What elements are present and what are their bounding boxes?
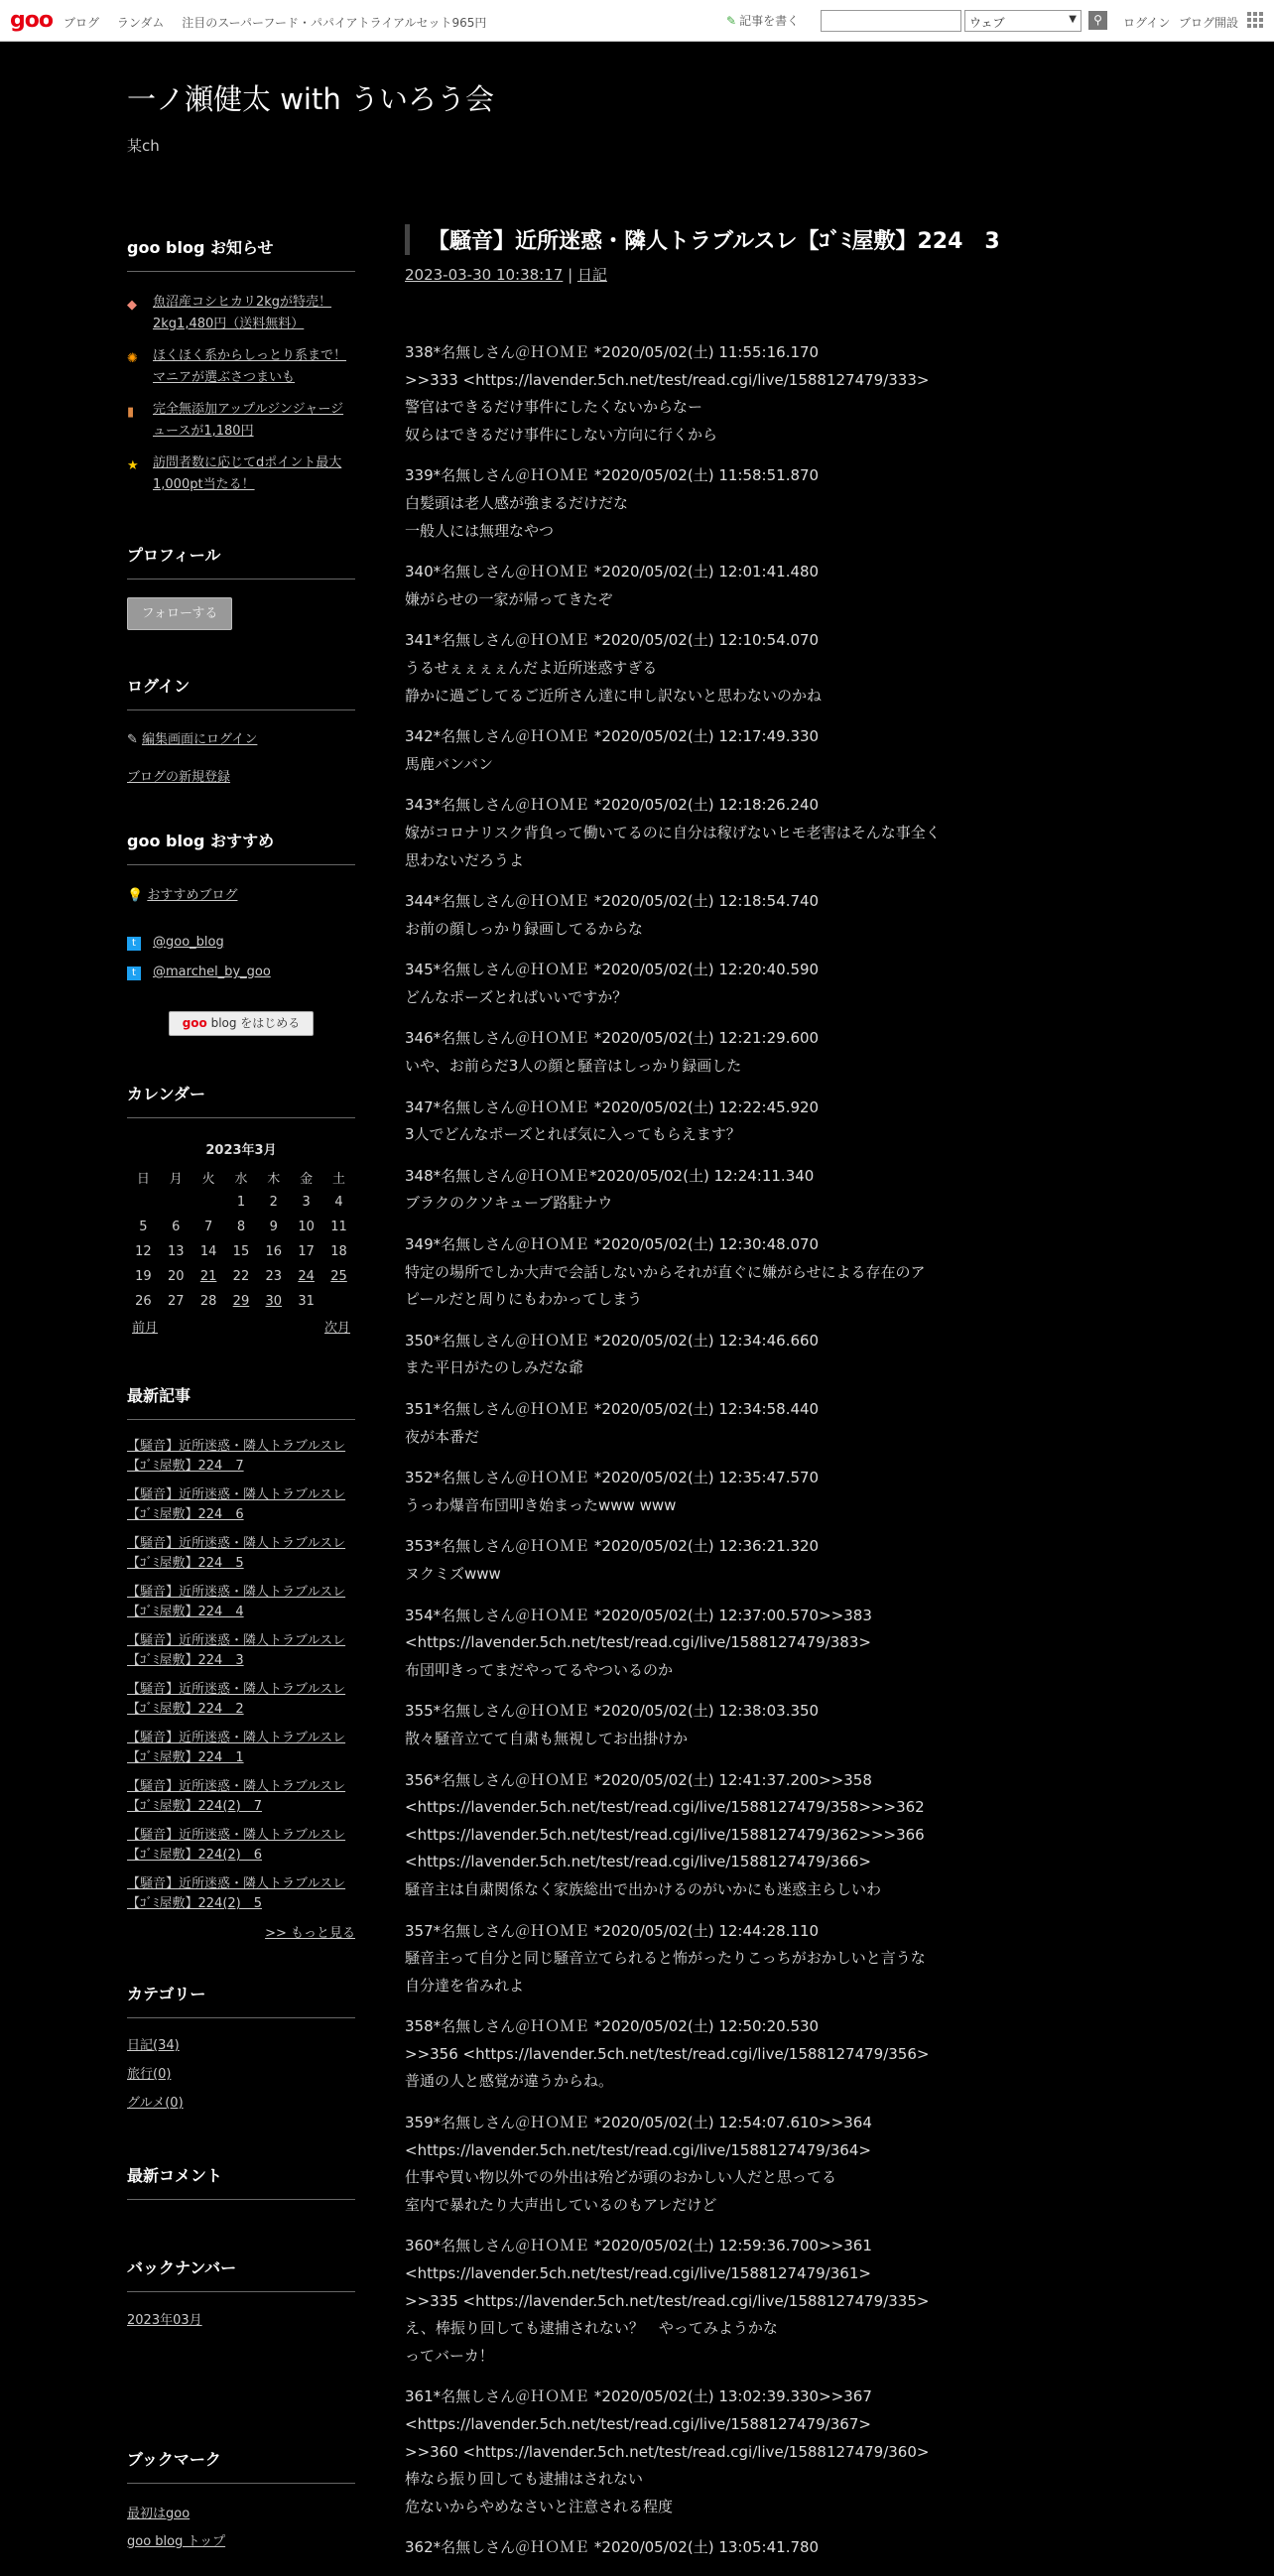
weekday-label: 月 xyxy=(169,1172,183,1187)
recent-post-link[interactable]: 【騒音】近所迷惑・隣人トラブルスレ【ｺﾞﾐ屋敷】224(2) 7 xyxy=(127,1779,346,1814)
post-title[interactable]: 【騒音】近所迷惑・隣人トラブルスレ【ｺﾞﾐ屋敷】224 3 xyxy=(405,224,1199,255)
weekday-label: 水 xyxy=(234,1172,248,1187)
calendar-day: 26 xyxy=(135,1294,152,1309)
recommend-item xyxy=(127,885,237,907)
notice-link[interactable]: 訪問者数に応じてdポイント最大1,000pt当たる！ xyxy=(153,455,342,492)
post-comment: 342*名無しさん＠ＨＯＭＥ *2020/05/02(土) 12:17:49.330 馬鹿バンバン xyxy=(405,727,820,773)
post-comment: 349*名無しさん＠ＨＯＭＥ *2020/05/02(土) 12:30:48.070 特定の場所でしか大声で会話しないからそれが直ぐに嫌がらせによる存在のア ピールだと周りにもわかってしまう xyxy=(405,1235,926,1309)
write-post-label: 記事を書く xyxy=(739,14,800,28)
apps-grid-icon[interactable] xyxy=(1247,12,1263,28)
recent-post-link[interactable]: 【騒音】近所迷惑・隣人トラブルスレ【ｺﾞﾐ屋敷】224 4 xyxy=(127,1585,346,1619)
notice-link[interactable]: 完全無添加アップルジンジャージュースが1,180円 xyxy=(153,402,344,439)
post-comment: 345*名無しさん＠ＨＯＭＥ *2020/05/02(土) 12:20:40.590 どんなポーズとればいいですか？ xyxy=(405,961,820,1006)
calendar-title: 2023年3月 xyxy=(205,1143,277,1158)
calendar-day: 15 xyxy=(232,1244,250,1259)
post-comment: 340*名無しさん＠ＨＯＭＥ *2020/05/02(土) 12:01:41.480 嫌がらせの一家が帰ってきたぞ xyxy=(405,563,820,608)
calendar-day: 20 xyxy=(167,1269,185,1284)
top-nav xyxy=(64,14,500,31)
calendar-day-link[interactable]: 24 xyxy=(298,1269,315,1284)
weekday-label: 土 xyxy=(332,1172,346,1187)
recent-post-link[interactable]: 【騒音】近所迷惑・隣人トラブルスレ【ｺﾞﾐ屋敷】224 1 xyxy=(127,1731,346,1765)
write-post-link[interactable] xyxy=(726,12,799,29)
calendar-day: 31 xyxy=(298,1294,315,1309)
recommend-blog-link[interactable]: おすすめブログ xyxy=(147,888,238,903)
post-category-link[interactable]: 日記 xyxy=(576,266,607,284)
calendar-day-link[interactable]: 29 xyxy=(232,1294,250,1309)
post-comment: 359*名無しさん＠ＨＯＭＥ *2020/05/02(土) 12:54:07.610>>364 <https://lavender.5ch.net/test/read.cgi/live/1588127479/364> 仕事や買い物以外での外出は殆どが頭のおかしい人だと思ってる 室内で暴れたり大声出しているのもアレだけど xyxy=(405,2114,872,2214)
open-blog-link[interactable]: ブログ開設 xyxy=(1179,16,1239,30)
profile-heading: プロフィール xyxy=(127,543,355,580)
calendar-day xyxy=(127,1190,160,1215)
calendar-day: 18 xyxy=(330,1244,347,1259)
calendar-day: 5 xyxy=(139,1220,148,1234)
calendar-day: 28 xyxy=(199,1294,217,1309)
recent-list-item xyxy=(127,1826,355,1866)
twitter-item xyxy=(127,932,224,954)
calendar-day: 16 xyxy=(265,1244,283,1259)
backnumber-link[interactable]: 2023年03月 xyxy=(127,2313,202,2328)
category-item xyxy=(127,2064,171,2086)
calendar-day: 7 xyxy=(203,1220,213,1234)
post-comment: 347*名無しさん＠ＨＯＭＥ *2020/05/02(土) 12:22:45.920 3人でどんなポーズとれば気に入ってもらえます？ xyxy=(405,1097,820,1144)
calendar-day: 23 xyxy=(265,1269,283,1284)
calendar-day xyxy=(322,1289,355,1314)
diamond-icon: ◆ xyxy=(127,298,137,313)
post-comment: 353*名無しさん＠ＨＯＭＥ *2020/05/02(土) 12:36:21.320 ヌクミズwww xyxy=(405,1537,820,1583)
chevron-down-icon: ▼ xyxy=(1069,14,1077,25)
calendar-day: 11 xyxy=(330,1220,347,1234)
recent-post-link[interactable]: 【騒音】近所迷惑・隣人トラブルスレ【ｺﾞﾐ屋敷】224 3 xyxy=(127,1633,346,1668)
post-comment: 361*名無しさん＠ＨＯＭＥ *2020/05/02(土) 13:02:39.330>>367 <https://lavender.5ch.net/test/read.cgi/live/1588127479/367> >>360 <https://lavender.5ch.net/test/read.cgi/live/1588127479/360> 棒なら振り回しても逮捕はされない 危ないからやめなさいと注意される程度 xyxy=(405,2387,930,2515)
new-blog-link[interactable]: ブログの新規登録 xyxy=(127,770,231,785)
nav-ad-link[interactable]: 注目のスーパーフード・パパイアトライアルセット965円 xyxy=(182,16,487,30)
recent-list-item xyxy=(127,1874,355,1914)
calendar-day: 10 xyxy=(298,1220,315,1234)
calendar-day: 9 xyxy=(269,1220,278,1234)
new-blog-item xyxy=(127,767,230,789)
category-heading: カテゴリー xyxy=(127,1982,355,2018)
blog-title[interactable]: 一ノ瀬健太 with ういろう会 xyxy=(127,82,494,116)
start-blog-label: blog をはじめる xyxy=(206,1016,301,1030)
calendar-day: 19 xyxy=(135,1269,152,1284)
notice-item xyxy=(127,452,355,496)
follow-button[interactable]: フォローする xyxy=(127,597,232,630)
category-link[interactable]: 日記(34) xyxy=(127,2038,180,2053)
search-input[interactable] xyxy=(821,10,961,32)
goo-logo[interactable]: goo xyxy=(10,8,53,33)
calendar-day: 1 xyxy=(236,1195,246,1210)
notice-link[interactable]: ほくほく系からしっとり系まで！マニアが選ぶさつまいも xyxy=(153,348,347,385)
weekday-label: 火 xyxy=(201,1172,215,1187)
calendar-day xyxy=(160,1190,192,1215)
recent-post-link[interactable]: 【騒音】近所迷惑・隣人トラブルスレ【ｺﾞﾐ屋敷】224 7 xyxy=(127,1439,346,1474)
notice-heading: goo blog お知らせ xyxy=(127,235,355,272)
post-comment: 350*名無しさん＠ＨＯＭＥ *2020/05/02(土) 12:34:46.660 また平日がたのしみだな爺 xyxy=(405,1331,820,1377)
bookmark-item xyxy=(127,2504,190,2525)
weekday-label: 金 xyxy=(300,1172,314,1187)
recommend-heading: goo blog おすすめ xyxy=(127,829,355,865)
calendar-day-link[interactable]: 21 xyxy=(199,1269,217,1284)
search-scope-value: ウェブ xyxy=(969,16,1005,30)
comment-heading: 最新コメント xyxy=(127,2163,355,2200)
bottle-icon: ▮ xyxy=(127,405,135,420)
post-meta xyxy=(405,264,607,285)
post-comment: 357*名無しさん＠ＨＯＭＥ *2020/05/02(土) 12:44:28.110 騒音主って自分と同じ騒音立てられると怖がったりこっちがおかしいと言うな 自分達を省みれよ xyxy=(405,1921,926,1995)
calendar-day: 14 xyxy=(199,1244,217,1259)
calendar-day xyxy=(192,1190,225,1215)
start-blog-button[interactable] xyxy=(169,1011,314,1036)
sun-icon: ✺ xyxy=(127,351,138,366)
search-scope-select[interactable] xyxy=(964,10,1082,32)
recent-list-item xyxy=(127,1485,355,1525)
star-icon: ★ xyxy=(127,458,139,473)
calendar-day: 3 xyxy=(302,1195,311,1210)
recent-post-link[interactable]: 【騒音】近所迷惑・隣人トラブルスレ【ｺﾞﾐ屋敷】224 2 xyxy=(127,1682,346,1717)
bookmark-heading: ブックマーク xyxy=(127,2447,355,2484)
category-link[interactable]: グルメ(0) xyxy=(127,2096,184,2111)
bookmark-item xyxy=(127,2531,225,2553)
post-comment: 356*名無しさん＠ＨＯＭＥ *2020/05/02(土) 12:41:37.200>>358 <https://lavender.5ch.net/test/read.cgi/live/1588127479/358>>>362 <https://lavender.5ch.net/test/read.cgi/live/1588127479/362>>>366 <https://lavender.5ch.net/test/read.cgi/live/1588127479/366> 騒音主は自粛関係なく家族総出で出かけるのがいかにも迷惑主らしいわ xyxy=(405,1770,925,1898)
recent-list-item xyxy=(127,1680,355,1720)
calendar-day: 13 xyxy=(167,1244,185,1259)
post-comment: 358*名無しさん＠ＨＯＭＥ *2020/05/02(土) 12:50:20.530 >>356 <https://lavender.5ch.net/test/read.cgi/live/1588127479/356> 普通の人と感覚が違うからね。 xyxy=(405,2017,930,2091)
nav-random-link[interactable]: ランダム xyxy=(116,16,165,30)
calendar-day: 6 xyxy=(172,1220,181,1234)
category-item xyxy=(127,2093,184,2115)
prev-month-link[interactable]: 前月 xyxy=(132,1321,159,1336)
login-heading: ログイン xyxy=(127,674,355,710)
notice-item xyxy=(127,399,355,443)
calendar-day: 8 xyxy=(236,1220,246,1234)
weekday-label: 日 xyxy=(136,1172,150,1187)
more-link[interactable]: >> もっと見る xyxy=(265,1926,355,1941)
calendar-day: 17 xyxy=(298,1244,315,1259)
post-comment: 348*名無しさん＠ＨＯＭＥ*2020/05/02(土) 12:24:11.340 ブラクのクソキューブ路駐ナウ xyxy=(405,1166,815,1213)
twitter-link[interactable]: @goo_blog xyxy=(153,935,224,950)
login-edit-item xyxy=(127,729,257,751)
search-icon: ⚲ xyxy=(1093,13,1102,27)
recent-post-link[interactable]: 【騒音】近所迷惑・隣人トラブルスレ【ｺﾞﾐ屋敷】224 6 xyxy=(127,1487,346,1522)
nav-blog-link[interactable]: ブログ xyxy=(64,16,100,30)
twitter-item xyxy=(127,962,271,983)
recent-list-item xyxy=(127,1437,355,1477)
blog-description: 某ch xyxy=(127,137,160,155)
backnumber-heading: バックナンバー xyxy=(127,2255,355,2292)
recent-post-link[interactable]: 【騒音】近所迷惑・隣人トラブルスレ【ｺﾞﾐ屋敷】224(2) 6 xyxy=(127,1828,346,1863)
recent-list-item xyxy=(127,1534,355,1574)
start-blog-logo: goo xyxy=(182,1016,207,1030)
twitter-icon: t xyxy=(127,966,141,980)
post-comment: 343*名無しさん＠ＨＯＭＥ *2020/05/02(土) 12:18:26.240 嫁がコロナリスク背負って働いてるのに自分は稼げないヒモ老害はそんな事全く 思わないだろうよ xyxy=(405,796,941,869)
post-comment: 352*名無しさん＠ＨＯＭＥ *2020/05/02(土) 12:35:47.570 うっわ爆音布団叩き始まったwww www xyxy=(405,1469,820,1514)
twitter-link[interactable]: @marchel_by_goo xyxy=(153,965,271,979)
twitter-icon: t xyxy=(127,937,141,951)
recent-list-item xyxy=(127,1583,355,1622)
search-button[interactable] xyxy=(1088,11,1107,30)
recent-list-item xyxy=(127,1777,355,1817)
backnumber-item xyxy=(127,2310,202,2332)
post-comment: 355*名無しさん＠ＨＯＭＥ *2020/05/02(土) 12:38:03.350 散々騒音立てて自粛も無視してお出掛けか xyxy=(405,1702,820,1747)
calendar-day-link[interactable]: 30 xyxy=(265,1294,283,1309)
top-navigation-bar xyxy=(0,0,1274,42)
login-link[interactable]: ログイン xyxy=(1123,16,1171,30)
calendar xyxy=(127,1139,355,1336)
notice-item xyxy=(127,345,355,389)
post-comment: 354*名無しさん＠ＨＯＭＥ *2020/05/02(土) 12:37:00.570>>383 <https://lavender.5ch.net/test/read.cgi/live/1588127479/383> 布団叩きってまだやってるやついるのか xyxy=(405,1606,872,1679)
post-comment: 346*名無しさん＠ＨＯＭＥ *2020/05/02(土) 12:21:29.600 いや、お前らだ3人の顔と騒音はしっかり録画した xyxy=(405,1029,820,1076)
post-comment: 360*名無しさん＠ＨＯＭＥ *2020/05/02(土) 12:59:36.700>>361 <https://lavender.5ch.net/test/read.cgi/live/1588127479/361> >>335 <https://lavender.5ch.net/test/read.cgi/live/1588127479/335> え、棒振り回しても逮捕されない？ やってみようかな ってバーカ！ xyxy=(405,2237,930,2365)
recent-post-link[interactable]: 【騒音】近所迷惑・隣人トラブルスレ【ｺﾞﾐ屋敷】224(2) 5 xyxy=(127,1876,346,1911)
pencil-icon: ✎ xyxy=(127,732,143,747)
category-item xyxy=(127,2035,180,2057)
post-comment: 344*名無しさん＠ＨＯＭＥ *2020/05/02(土) 12:18:54.740 お前の顔しっかり録画してるからな xyxy=(405,892,820,938)
login-edit-link[interactable]: 編集画面にログイン xyxy=(142,732,258,747)
post-comment: 338*名無しさん＠ＨＯＭＥ *2020/05/02(土) 11:55:16.170 >>333 <https://lavender.5ch.net/test/read.cgi/live/1588127479/333> 警官はできるだけ事件にしたくないからなー 奴らはできるだけ事件にしない方向に行くから xyxy=(405,343,930,444)
post-date-link[interactable]: 2023-03-30 10:38:17 xyxy=(405,266,564,284)
weekday-label: 木 xyxy=(267,1172,281,1187)
post-comment: 351*名無しさん＠ＨＯＭＥ *2020/05/02(土) 12:34:58.440 夜が本番だ xyxy=(405,1400,820,1446)
post-comment: 362*名無しさん＠ＨＯＭＥ *2020/05/02(土) 13:05:41.780 xyxy=(405,2538,820,2557)
calendar-day: 22 xyxy=(232,1269,250,1284)
calendar-day: 27 xyxy=(167,1294,185,1309)
lightbulb-icon: 💡 xyxy=(127,888,148,903)
next-month-link[interactable]: 次月 xyxy=(323,1321,350,1336)
recent-list-item xyxy=(127,1631,355,1671)
bookmark-link[interactable]: goo blog トップ xyxy=(127,2534,226,2549)
post-comment: 341*名無しさん＠ＨＯＭＥ *2020/05/02(土) 12:10:54.070 うるせぇぇぇぇんだよ近所迷惑すぎる 静かに過ごしてるご近所さん達に申し訳ないと思わないのかね xyxy=(405,631,823,705)
calendar-table xyxy=(127,1165,355,1314)
recent-list-item xyxy=(127,1729,355,1768)
calendar-day: 2 xyxy=(269,1195,278,1210)
bookmark-link[interactable]: 最初はgoo xyxy=(127,2507,191,2521)
notice-item xyxy=(127,292,355,335)
meta-separator: | xyxy=(563,266,577,284)
calendar-day: 4 xyxy=(334,1195,343,1210)
notice-link[interactable]: 魚沼産コシヒカリ2kgが特売！2kg1,480円（送料無料） xyxy=(153,295,332,331)
calendar-day-link[interactable]: 25 xyxy=(330,1269,347,1284)
category-link[interactable]: 旅行(0) xyxy=(127,2067,172,2082)
pencil-icon: ✎ xyxy=(726,14,737,28)
recent-post-link[interactable]: 【騒音】近所迷惑・隣人トラブルスレ【ｺﾞﾐ屋敷】224 5 xyxy=(127,1536,346,1571)
post-body xyxy=(405,339,1000,2576)
recent-heading: 最新記事 xyxy=(127,1383,355,1420)
calendar-heading: カレンダー xyxy=(127,1082,355,1118)
post-comment: 339*名無しさん＠ＨＯＭＥ *2020/05/02(土) 11:58:51.870 白髪頭は老人感が強まるだけだな 一般人には無理なやつ xyxy=(405,466,820,540)
calendar-day: 12 xyxy=(135,1244,152,1259)
